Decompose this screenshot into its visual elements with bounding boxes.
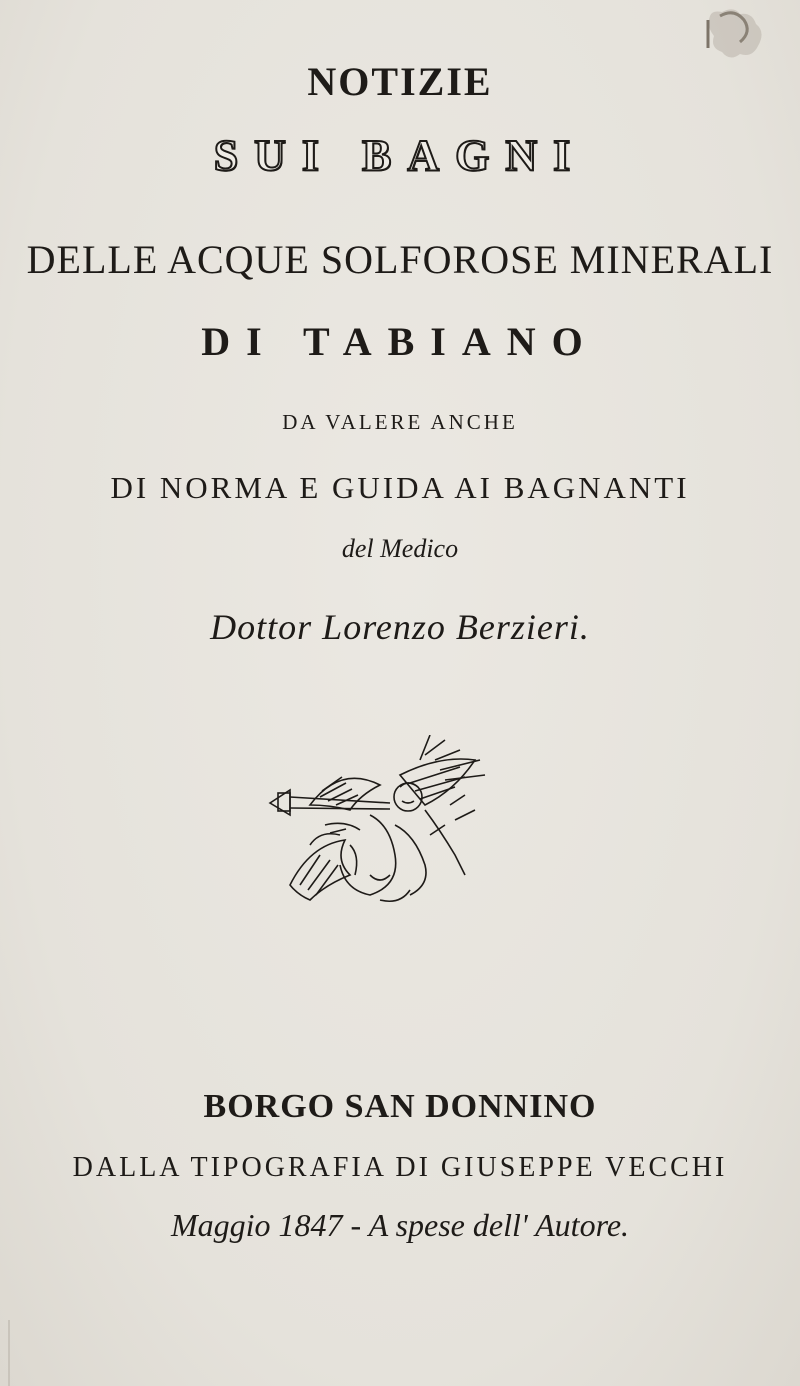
cherub-trumpet-vignette-icon (250, 735, 500, 910)
heading-sui-bagni (0, 130, 800, 181)
heading-delle-acque: DELLE ACQUE SOLFOROSE MINERALI (26, 237, 774, 282)
imprint-date: Maggio 1847 - A spese dell' Autore. (170, 1207, 630, 1243)
imprint-printer: DALLA TIPOGRAFIA DI GIUSEPPE VECCHI (72, 1152, 728, 1183)
author-role: del Medico (341, 534, 459, 563)
heading-notizie: NOTIZIE (307, 59, 493, 104)
subheading-da-valere: DA VALERE ANCHE (282, 410, 518, 434)
page-edge-mark (8, 1320, 10, 1386)
subheading-norma-guida: DI NORMA E GUIDA AI BAGNANTI (110, 470, 690, 505)
heading-di-tabiano: DI TABIANO (201, 319, 599, 364)
heading-sui-bagni-text: SUI BAGNI (213, 131, 587, 180)
imprint-place: BORGO SAN DONNINO (203, 1088, 597, 1125)
author-name: Dottor Lorenzo Berzieri. (210, 607, 590, 647)
